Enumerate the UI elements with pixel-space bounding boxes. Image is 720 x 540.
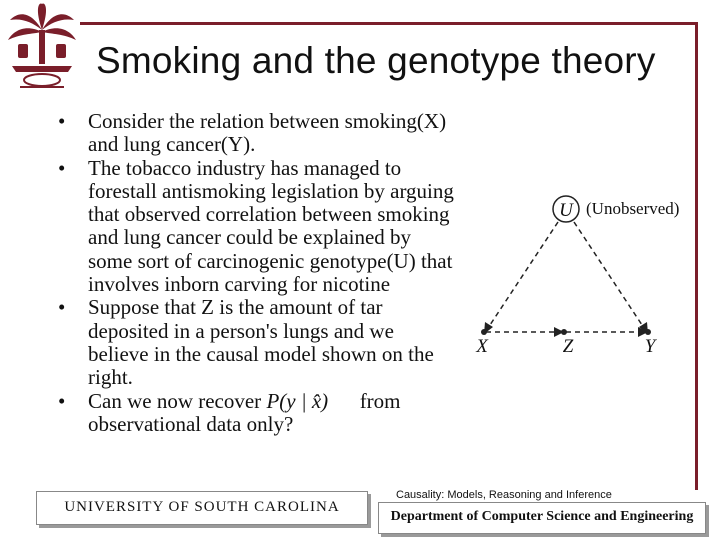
bullet-marker: • [58,295,66,320]
bullet-text-after: from observational data only? [88,388,401,436]
node-x-dot [481,329,487,335]
edge-u-y [574,222,644,328]
slide-title: Smoking and the genotype theory [96,40,656,81]
edge-u-x [488,222,558,328]
palmetto-tree-seal-icon [0,0,84,95]
university-banner [36,491,368,525]
node-y-label: Y [644,336,656,357]
title-frame-top [80,22,698,25]
node-y-dot [645,329,651,335]
bullet-marker: • [58,109,66,133]
bullet-item [58,296,458,389]
department-banner [378,502,706,534]
formula-p-y-given-do-x: P(y | x̂) [266,388,329,413]
bullet-marker: • [58,155,66,180]
node-z-label: Z [562,336,574,357]
department-name: Department of Computer Science and Engineering [390,509,694,524]
bullet-text: Consider the relation between smoking(X) and lung cancer(Y). [88,109,447,157]
bullet-item [58,390,458,437]
node-x-label: X [476,336,488,357]
bullet-text: Suppose that Z is the amount of tar deposited in a person's lungs and we believe in the causal model shown on the right. [88,295,434,390]
bullet-marker: • [58,388,66,413]
course-caption: Causality: Models, Reasoning and Inference [396,489,612,501]
bullet-text: The tobacco industry has managed to forestall antismoking legislation by arguing that observed correlation between smoking and lung cancer could be explained by some sort of carcinogenic genotype(U) that involves inborn carving for nicotine [88,155,454,297]
bullet-item [58,110,458,157]
bullet-item [58,157,458,297]
university-logo [0,0,84,95]
title-frame-right [695,22,698,490]
node-u-label: U [559,200,573,221]
node-u-note: (Unobserved) [586,199,680,218]
causal-diagram [468,188,688,358]
bullet-text-before: Can we now recover [88,388,262,413]
node-z-dot [561,329,567,335]
university-name: UNIVERSITY OF SOUTH CAROLINA [64,499,340,515]
bullet-list [58,110,458,436]
